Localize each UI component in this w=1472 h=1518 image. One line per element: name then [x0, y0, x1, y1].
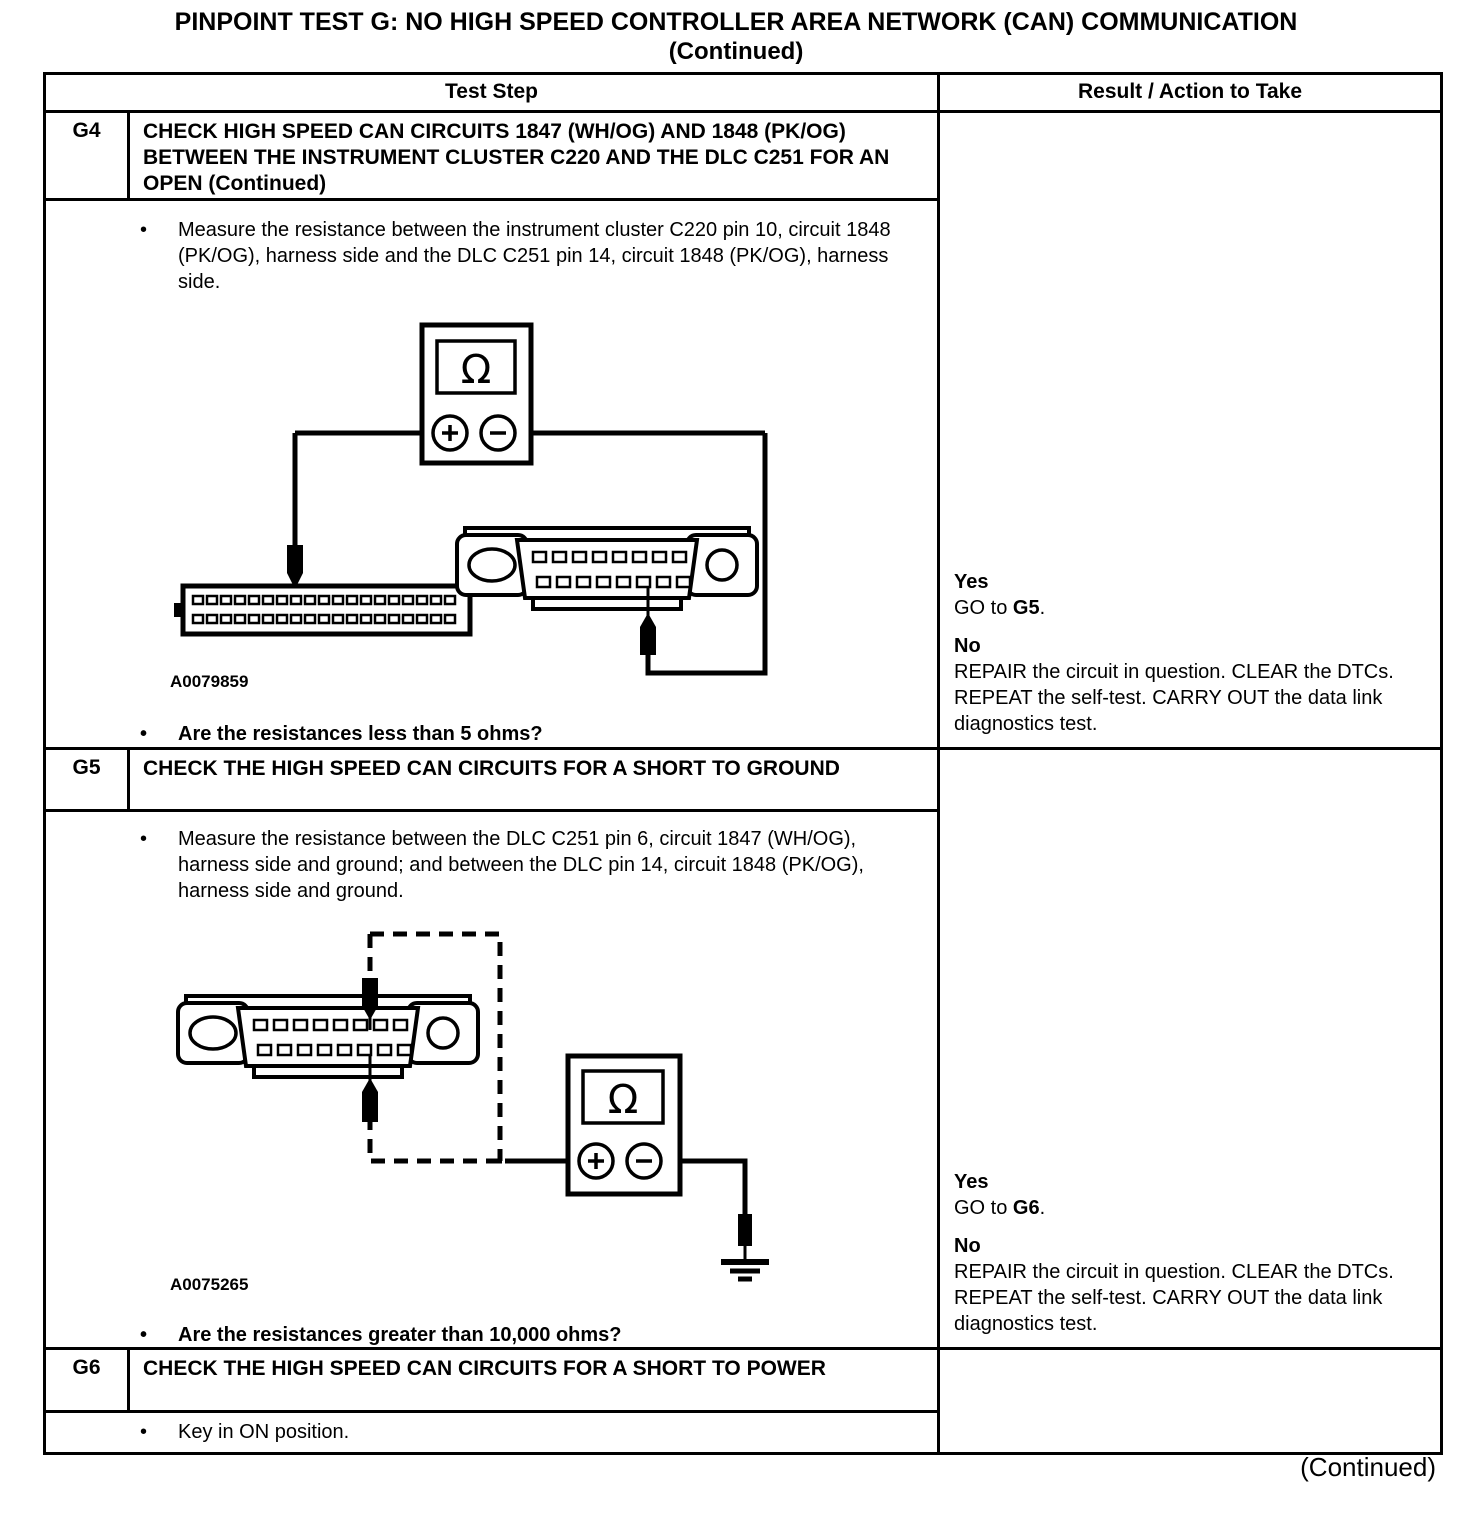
step-id-g5: G5: [46, 750, 130, 809]
ohmmeter-icon: [422, 325, 531, 463]
dlc-connector: [457, 528, 757, 609]
instrument-cluster-connector: [174, 586, 470, 634]
table-row-g4: [46, 113, 1440, 750]
no-action: REPAIR the circuit in question. CLEAR the DTCs. REPEAT the self-test. CARRY OUT the data link diagnostics test.: [954, 1261, 1394, 1335]
yes-action: GO to G5.: [954, 597, 1046, 619]
ohm-symbol: Ω: [607, 1077, 639, 1123]
instruction-g4: • Measure the resistance between the instrument cluster C220 pin 10, circuit 1848 (PK/OG), harness side and the DLC C251 pin 14, circuit 1848 (PK/OG), harness side.: [140, 219, 891, 293]
probe-icon: [738, 1214, 752, 1262]
mounting-hole-left: [469, 549, 515, 581]
yes-label: Yes: [954, 571, 989, 593]
ohm-symbol: Ω: [460, 347, 492, 393]
question-g5: • Are the resistances greater than 10,000 ohms?: [140, 1324, 622, 1346]
result-header-cell: Result / Action to Take: [940, 75, 1440, 113]
diagram-short-to-ground: [165, 926, 775, 1284]
page-title: [0, 0, 1472, 66]
table-row-g5: [46, 750, 1440, 1350]
footer-continued: (Continued): [1300, 1452, 1436, 1482]
step-body-g6: [46, 1413, 937, 1452]
step-id-g4: G4: [46, 113, 130, 198]
mounting-hole-right: [707, 550, 737, 580]
mounting-hole-left: [190, 1017, 236, 1049]
result-cell-g5: [940, 750, 1440, 1347]
yes-label: Yes: [954, 1171, 989, 1193]
figure-label: A0079859: [170, 672, 249, 691]
question-g4: • Are the resistances less than 5 ohms?: [140, 723, 543, 745]
diagram-resistance-cluster-to-dlc: [165, 321, 775, 677]
instruction-g5: • Measure the resistance between the DLC C251 pin 6, circuit 1847 (WH/OG), harness side and ground; and between the DLC pin 14, circuit 1848 (PK/OG), harness side and ground.: [140, 828, 864, 902]
step-title-g4: CHECK HIGH SPEED CAN CIRCUITS 1847 (WH/OG) AND 1848 (PK/OG) BETWEEN THE INSTRUMENT CLUSTER C220 AND THE DLC C251 FOR AN OPEN (Continued): [143, 120, 890, 195]
step-body-g4: [46, 201, 937, 747]
bullet-icon: •: [140, 723, 148, 745]
no-label: No: [954, 635, 981, 657]
bullet-icon: •: [140, 1324, 148, 1346]
pinpoint-test-table: [43, 72, 1443, 1455]
figure-label: A0075265: [170, 1275, 249, 1294]
bullet-icon: •: [140, 1421, 148, 1443]
test-step-header-cell: Test Step: [46, 75, 940, 113]
result-cell-g4: [940, 113, 1440, 747]
ohmmeter-icon: [568, 1056, 680, 1194]
step-id-g6: G6: [46, 1350, 130, 1410]
no-action: REPAIR the circuit in question. CLEAR the DTCs. REPEAT the self-test. CARRY OUT the data link diagnostics test.: [954, 661, 1394, 735]
page-title-continued: (Continued): [668, 38, 804, 65]
step-title-g5: CHECK THE HIGH SPEED CAN CIRCUITS FOR A SHORT TO GROUND: [143, 757, 840, 780]
dlc-connector: [178, 996, 478, 1077]
result-cell-g6: [940, 1350, 1440, 1452]
instruction-g6: • Key in ON position.: [140, 1421, 350, 1443]
table-row-g6: [46, 1350, 1440, 1452]
step-title-g6: CHECK THE HIGH SPEED CAN CIRCUITS FOR A SHORT TO POWER: [143, 1357, 826, 1380]
bullet-icon: •: [140, 828, 148, 850]
bullet-icon: •: [140, 219, 148, 241]
mounting-hole-right: [428, 1018, 458, 1048]
table-header-row: [46, 75, 1440, 113]
no-label: No: [954, 1235, 981, 1257]
page-title-line1: PINPOINT TEST G: NO HIGH SPEED CONTROLLER AREA NETWORK (CAN) COMMUNICATION: [174, 8, 1298, 36]
yes-action: GO to G6.: [954, 1197, 1046, 1219]
step-body-g5: [46, 812, 937, 1347]
